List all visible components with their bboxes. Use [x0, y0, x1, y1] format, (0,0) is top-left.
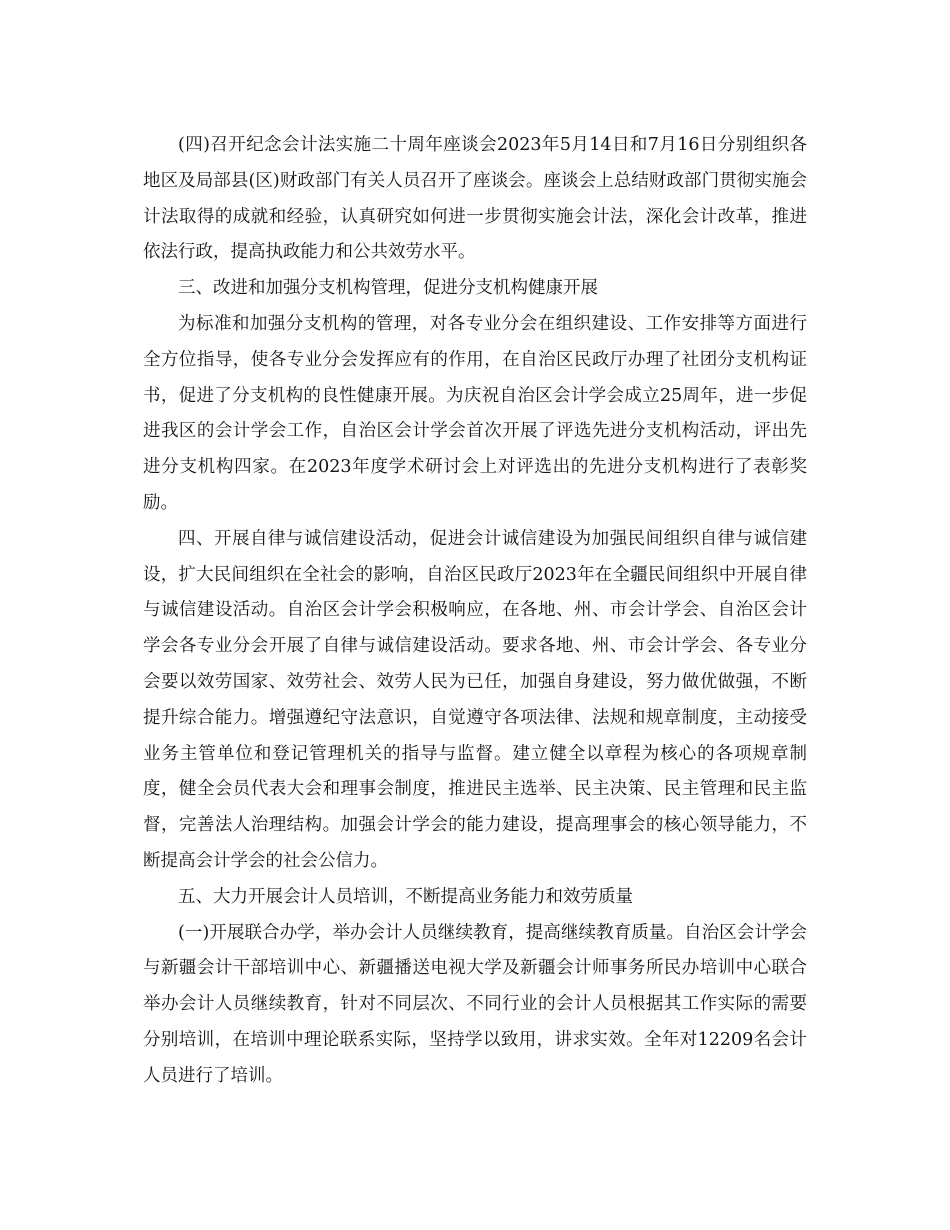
document-body [143, 128, 807, 1095]
paragraph-self-discipline-integrity: 四、开展自律与诚信建设活动，促进会计诚信建设为加强民间组织自律与诚信建设，扩大民间组织在全社会的影响，自治区民政厅2023年在全疆民间组织中开展自律与诚信建设活动。自治区会计学会积极响应，在各地、州、市会计学会、自治区会计学会各专业分会开展了自律与诚信建设活动。要求各地、州、市会计学会、各专业分会要以效劳国家、效劳社会、效劳人民为已任，加强自身建设，努力做优做强，不断提升综合能力。增强遵纪守法意识，自觉遵守各项法律、法规和规章制度，主动接受业务主管单位和登记管理机关的指导与监督。建立健全以章程为核心的各项规章制度，健全会员代表大会和理事会制度，推进民主选举、民主决策、民主管理和民主监督，完善法人治理结构。加强会计学会的能力建设，提高理事会的核心领导能力，不断提高会计学会的社会公信力。 [143, 528, 807, 871]
paragraph-joint-training: (一)开展联合办学，举办会计人员继续教育，提高继续教育质量。自治区会计学会与新疆会计干部培训中心、新疆播送电视大学及新疆会计师事务所民办培训中心联合举办会计人员继续教育，针对不同层次、不同行业的会计人员根据其工作实际的需要分别培训，在培训中理论联系实际，坚持学以致用，讲求实效。全年对12209名会计人员进行了培训。 [143, 922, 807, 1086]
heading-section-three: 三、改进和加强分支机构管理，促进分支机构健康开展 [178, 278, 598, 299]
paragraph-section-4-symposium: (四)召开纪念会计法实施二十周年座谈会2023年5月14日和7月16日分别组织各地区及局部县(区)财政部门有关人员召开了座谈会。座谈会上总结财政部门贯彻实施会计法取得的成就和经验，认真研究如何进一步贯彻实施会计法，深化会计改革，推进依法行政，提高执政能力和公共效劳水平。 [143, 135, 807, 263]
heading-section-five: 五、大力开展会计人员培训，不断提高业务能力和效劳质量 [178, 886, 633, 907]
paragraph-branch-management: 为标准和加强分支机构的管理，对各专业分会在组织建设、工作安排等方面进行全方位指导，使各专业分会发挥应有的作用，在自治区民政厅办理了社团分支机构证书，促进了分支机构的良性健康开展。为庆祝自治区会计学会成立25周年，进一步促进我区的会计学会工作，自治区会计学会首次开展了评选先进分支机构活动，评出先进分支机构四家。在2023年度学术研讨会上对评选出的先进分支机构进行了表彰奖励。 [143, 313, 807, 513]
